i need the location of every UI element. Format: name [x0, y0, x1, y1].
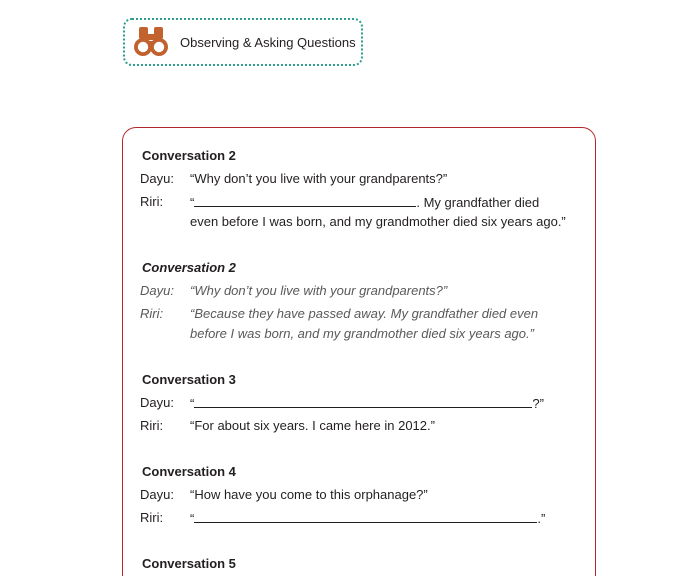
conversation-title: Conversation 4 [142, 464, 236, 479]
open-quote: “ [190, 511, 195, 526]
answer-blank[interactable] [194, 194, 416, 207]
dialogue-line-with-blank [190, 510, 545, 526]
speaker-label: Dayu: [140, 487, 174, 502]
dialogue-line: “Because they have passed away. My grandfather died even [190, 306, 539, 321]
speaker-label: Riri: [140, 418, 164, 433]
close-quote: .” [537, 511, 546, 526]
dialogue-line-with-blank [190, 194, 539, 210]
dialogue-line: even before I was born, and my grandmother died six years ago.” [190, 214, 566, 229]
speaker-label: Riri: [140, 194, 164, 209]
dialogue-text: . My grandfather died [416, 195, 540, 210]
conversation-title: Conversation 2 [142, 260, 236, 275]
speaker-label: Riri: [140, 510, 164, 525]
open-quote: “ [190, 396, 195, 411]
speaker-label: Dayu: [140, 283, 174, 298]
dialogue-line: “Why don’t you live with your grandparents?” [190, 283, 448, 298]
close-quote: ?” [532, 396, 544, 411]
dialogue-line: “For about six years. I came here in 2012.” [190, 418, 435, 433]
dialogue-line: before I was born, and my grandmother died six years ago.” [190, 326, 534, 341]
answer-blank[interactable] [194, 510, 537, 523]
section-title: Observing & Asking Questions [180, 35, 356, 50]
section-badge [123, 18, 363, 66]
answer-blank[interactable] [194, 395, 532, 408]
speaker-label: Dayu: [140, 395, 174, 410]
conversation-title: Conversation 2 [142, 148, 236, 163]
speaker-label: Dayu: [140, 171, 174, 186]
conversation-title: Conversation 3 [142, 372, 236, 387]
open-quote: “ [190, 195, 195, 210]
binoculars-icon [134, 26, 168, 58]
speaker-label: Riri: [140, 306, 164, 321]
dialogue-line-with-blank [190, 395, 544, 411]
dialogue-line: “Why don’t you live with your grandparents?” [190, 171, 448, 186]
conversation-title: Conversation 5 [142, 556, 236, 571]
dialogue-line: “How have you come to this orphanage?” [190, 487, 428, 502]
